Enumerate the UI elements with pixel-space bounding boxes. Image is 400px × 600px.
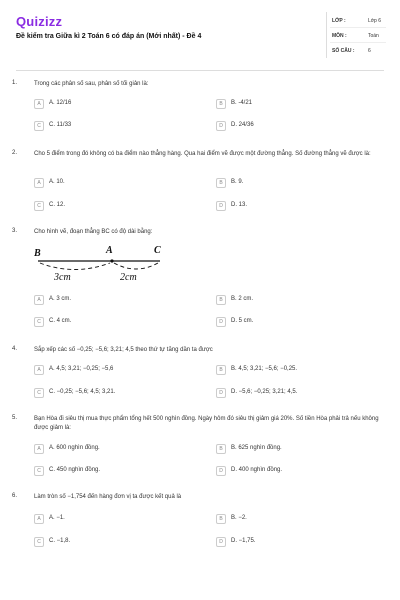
option-text: C. −0,25; −5,6; 4,5; 3,21. (49, 389, 116, 395)
option-text: D. 24/36 (231, 122, 254, 128)
option-a[interactable] (34, 365, 194, 377)
option-b[interactable] (216, 365, 376, 377)
option-text: A. 12/16 (49, 100, 72, 106)
question-number: 2. (12, 150, 18, 156)
question-number: 4. (12, 346, 18, 352)
option-d[interactable] (216, 388, 376, 400)
option-a[interactable] (34, 444, 194, 456)
option-a[interactable] (34, 99, 194, 111)
option-text: B. 4,5; 3,21; −5,6; −0,25. (231, 366, 298, 372)
quizizz-logo: Quizizz (16, 14, 63, 29)
option-text: B. 9. (231, 179, 244, 185)
question-text: Cho hình vẽ, đoạn thẳng BC có độ dài bằng: (34, 229, 153, 235)
meta-divider (330, 27, 386, 28)
option-letter: A (34, 99, 44, 109)
label-a: A (106, 245, 113, 256)
option-letter: D (216, 201, 226, 211)
option-letter: B (216, 99, 226, 109)
question-text: Làm tròn số −1,754 đến hàng đơn vị ta được kết quả là (34, 494, 182, 500)
question-number: 3. (12, 228, 18, 234)
option-letter: B (216, 444, 226, 454)
meta-count-value: 6 (368, 48, 371, 54)
option-c[interactable] (34, 388, 194, 400)
option-letter: A (34, 365, 44, 375)
question-number: 5. (12, 415, 18, 421)
question-text: Sắp xếp các số −0,25; −5,6; 3,21; 4,5 theo thứ tự tăng dần ta được (34, 347, 213, 353)
question-text: Trong các phân số sau, phân số tối giản là: (34, 81, 149, 87)
option-text: D. −5,6; −0,25; 3,21; 4,5. (231, 389, 298, 395)
meta-divider (330, 42, 386, 43)
option-text: D. 400 nghìn đồng. (231, 467, 283, 473)
option-letter: D (216, 317, 226, 327)
option-letter: A (34, 514, 44, 524)
worksheet-header (0, 0, 400, 70)
option-text: A. 10. (49, 179, 65, 185)
length-label-3cm: 3cm (54, 272, 71, 283)
option-text: B. 625 nghìn đồng. (231, 445, 282, 451)
option-letter: C (34, 201, 44, 211)
option-letter: B (216, 295, 226, 305)
question-number: 1. (12, 80, 18, 86)
meta-subject-key: MÔN : (332, 33, 347, 39)
option-text: B. −2. (231, 515, 247, 521)
option-text: A. 4,5; 3,21; −0,25; −5,6 (49, 366, 114, 372)
label-c: C (154, 245, 161, 256)
option-b[interactable] (216, 444, 376, 456)
option-d[interactable] (216, 201, 376, 213)
option-c[interactable] (34, 201, 194, 213)
option-letter: A (34, 295, 44, 305)
option-c[interactable] (34, 466, 194, 478)
option-c[interactable] (34, 317, 194, 329)
option-text: C. 11/33 (49, 122, 72, 128)
option-b[interactable] (216, 295, 376, 307)
option-d[interactable] (216, 537, 376, 549)
option-letter: D (216, 388, 226, 398)
option-b[interactable] (216, 178, 376, 190)
option-text: C. 12. (49, 202, 66, 208)
option-letter: B (216, 514, 226, 524)
option-text: A. 600 nghìn đồng. (49, 445, 100, 451)
page-title: Đề kiểm tra Giữa kì 2 Toán 6 có đáp án (Mới nhất) - Đề 4 (16, 33, 202, 40)
option-text: C. 4 cm. (49, 318, 72, 324)
option-c[interactable] (34, 121, 194, 133)
segment-figure (34, 240, 174, 285)
option-letter: B (216, 178, 226, 188)
option-letter: C (34, 466, 44, 476)
option-text: B. -4/21 (231, 100, 253, 106)
option-letter: C (34, 537, 44, 547)
question-number: 6. (12, 493, 18, 499)
option-text: D. −1,75. (231, 538, 256, 544)
meta-class-key: LỚP : (332, 18, 346, 24)
option-text: D. 5 cm. (231, 318, 254, 324)
option-text: B. 2 cm. (231, 296, 254, 302)
option-d[interactable] (216, 121, 376, 133)
option-text: A. −1. (49, 515, 65, 521)
option-letter: D (216, 466, 226, 476)
question-text: Cho 5 điểm trong đó không có ba điểm nào thẳng hàng. Qua hai điểm vẽ được một đường thẳng. Số đường thẳng vẽ được là: (34, 151, 371, 157)
brace-2cm (114, 263, 158, 269)
option-letter: C (34, 388, 44, 398)
option-letter: C (34, 317, 44, 327)
option-c[interactable] (34, 537, 194, 549)
option-letter: D (216, 537, 226, 547)
option-letter: C (34, 121, 44, 131)
option-letter: A (34, 178, 44, 188)
option-a[interactable] (34, 295, 194, 307)
meta-count-key: SỐ CÂU : (332, 48, 355, 54)
meta-class-value: Lớp 6 (368, 18, 382, 24)
option-a[interactable] (34, 178, 194, 190)
option-letter: A (34, 444, 44, 454)
option-letter: B (216, 365, 226, 375)
length-label-2cm: 2cm (120, 272, 137, 283)
option-d[interactable] (216, 317, 376, 329)
header-divider (16, 70, 384, 71)
option-d[interactable] (216, 466, 376, 478)
point-a (110, 259, 113, 262)
option-a[interactable] (34, 514, 194, 526)
option-b[interactable] (216, 514, 376, 526)
question-text: Bạn Hòa đi siêu thị mua thực phẩm tổng hết 500 nghìn đồng. Ngày hôm đó siêu thị giảm giá 20%. Số tiền Hòa phải trả nếu không được giảm là: (34, 416, 379, 431)
option-text: A. 3 cm. (49, 296, 72, 302)
option-letter: D (216, 121, 226, 131)
label-b: B (34, 248, 41, 259)
option-text: C. −1,8. (49, 538, 71, 544)
option-text: C. 450 nghìn đồng. (49, 467, 101, 473)
brace-3cm (40, 263, 110, 270)
option-text: D. 13. (231, 202, 248, 208)
meta-subject-value: Toán (368, 33, 379, 39)
option-b[interactable] (216, 99, 376, 111)
